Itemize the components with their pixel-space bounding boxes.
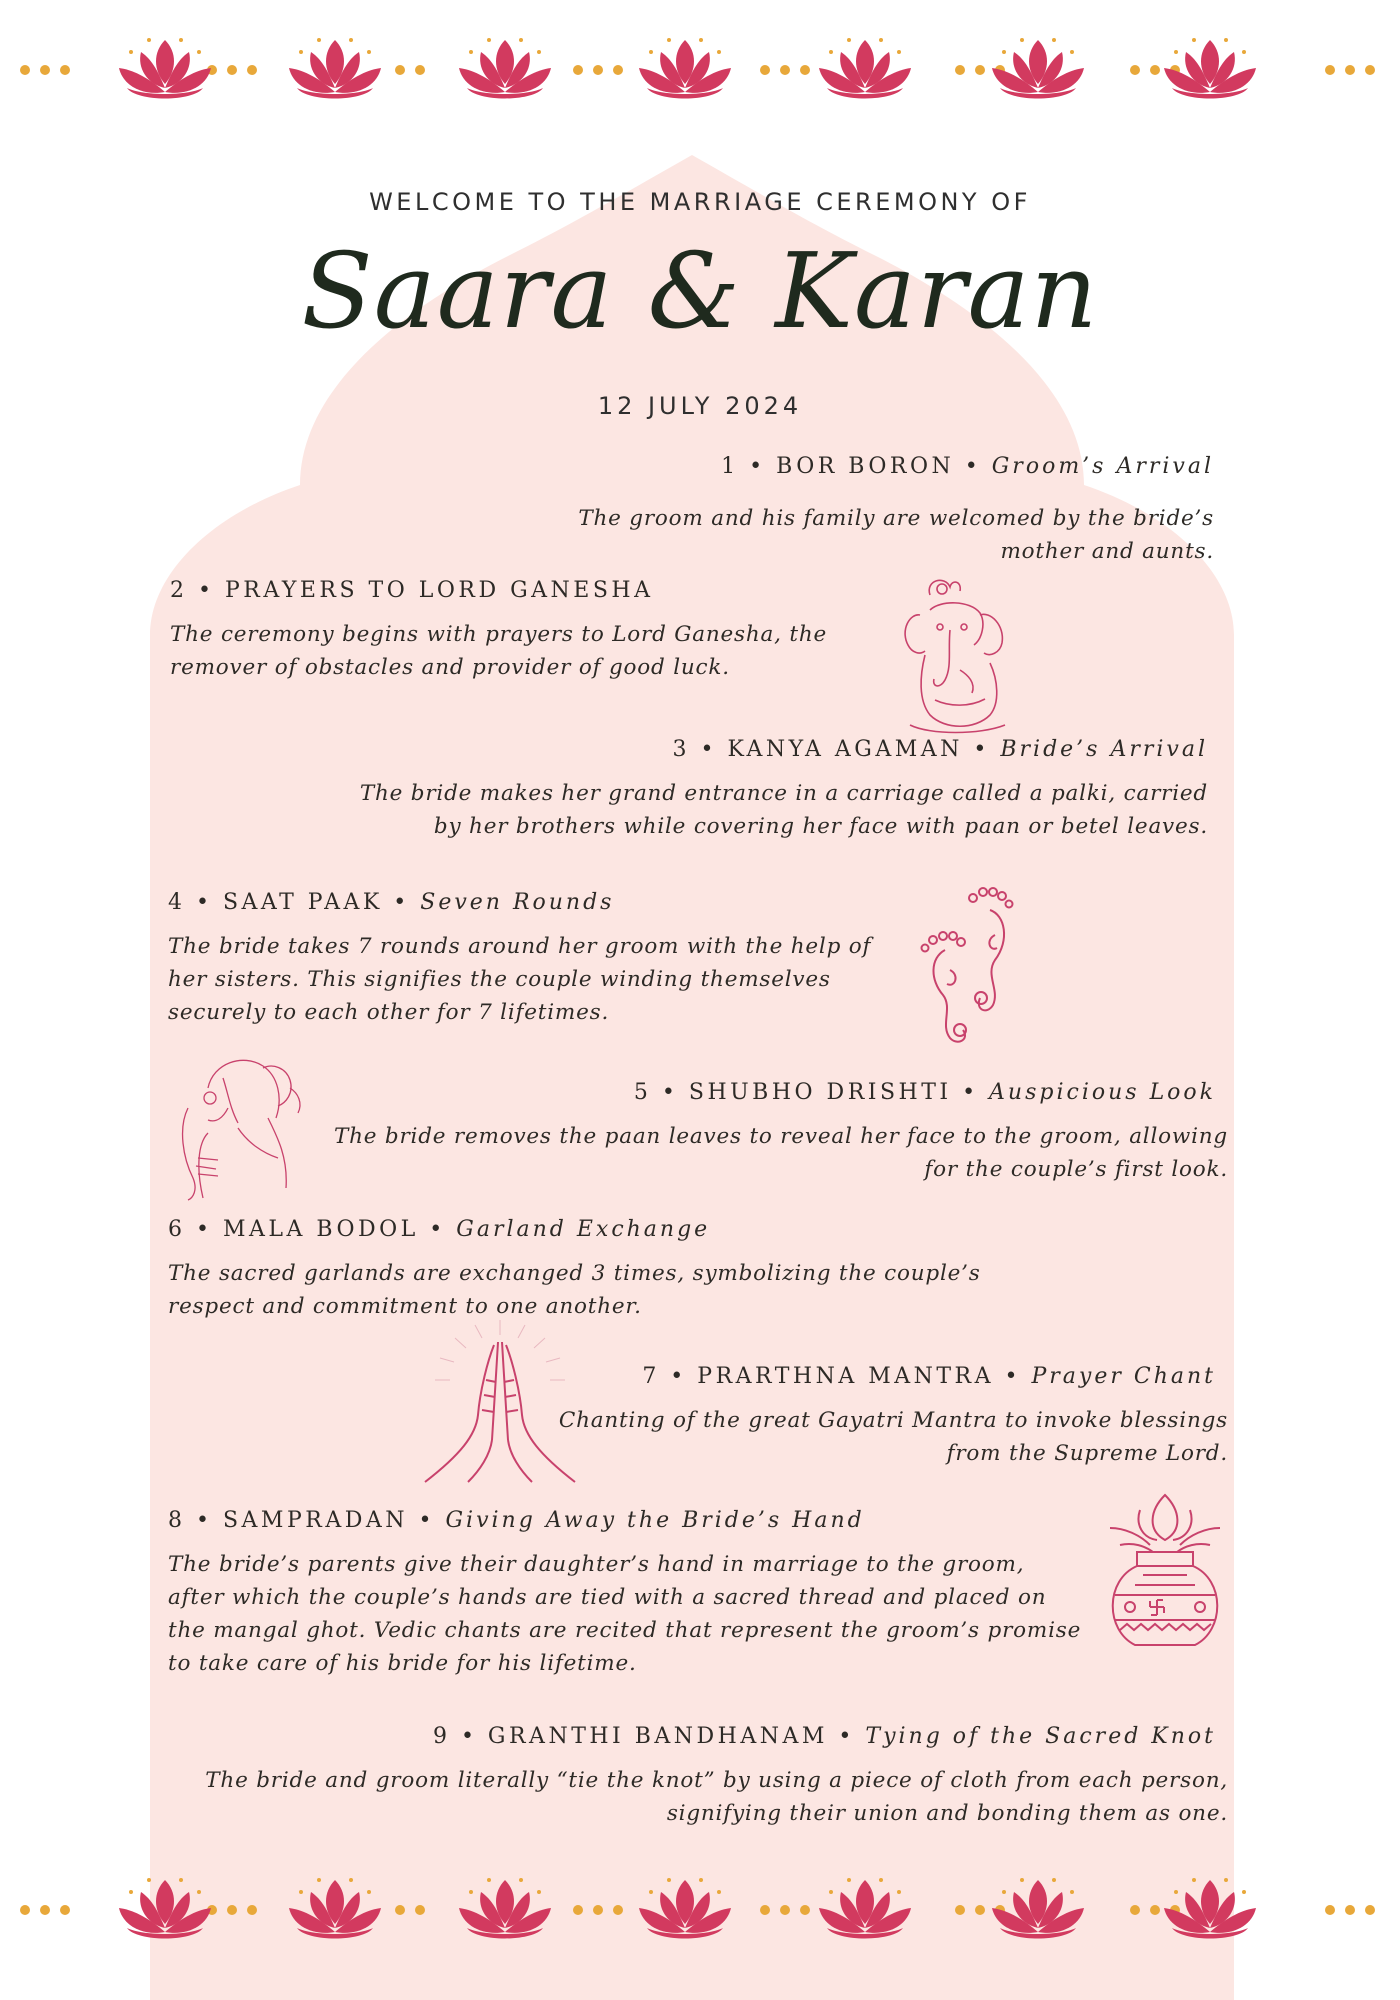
- step-title: 9 • GRANTHI BANDHANAM • Tying of the Sacred Knot: [432, 1724, 1216, 1749]
- step-description: The bride makes her grand entrance in a carriage called a palki, carried by her brothers while covering her face with paan or betel leaves.: [359, 781, 1208, 839]
- step-title: 5 • SHUBHO DRISHTI • Auspicious Look: [633, 1080, 1216, 1105]
- step-description: The groom and his family are welcomed by the bride’s mother and aunts.: [578, 506, 1214, 564]
- ceremony-step-8: [168, 1506, 1088, 1680]
- lotus-icon: [819, 1878, 911, 1939]
- ceremony-step-1-desc: [454, 490, 1214, 568]
- step-description: The bride takes 7 rounds around her groom with the help of her sisters. This signifies the couple winding themselves securely to each other for 7 lifetimes.: [168, 934, 872, 1025]
- lotus-icon: [289, 38, 381, 99]
- ceremony-date: 12 JULY 2024: [597, 392, 803, 420]
- step-title: 1 • BOR BORON • Groom’s Arrival: [721, 454, 1214, 479]
- step-description: The ceremony begins with prayers to Lord Ganesha, the remover of obstacles and provider of good luck.: [170, 622, 828, 680]
- lotus-icon: [639, 1878, 731, 1939]
- kalash-icon: [1095, 1490, 1235, 1655]
- lotus-icon: [119, 1878, 211, 1939]
- ceremony-step-9: [138, 1722, 1228, 1830]
- step-title: 3 • KANYA AGAMAN • Bride’s Arrival: [672, 737, 1208, 762]
- praying-hands-icon: [420, 1320, 580, 1485]
- lotus-icon: [992, 1878, 1084, 1939]
- ganesha-icon: [890, 575, 1020, 740]
- lotus-icon: [459, 38, 551, 99]
- step-description: The bride and groom literally “tie the knot” by using a piece of cloth from each person, signifying their union and bonding them as one.: [205, 1768, 1228, 1826]
- step-title: 4 • SAAT PAAK • Seven Rounds: [168, 890, 615, 915]
- step-description: Chanting of the great Gayatri Mantra to invoke blessings from the Supreme Lord.: [558, 1408, 1228, 1466]
- welcome-heading: WELCOME TO THE MARRIAGE CEREMONY OF: [369, 188, 1031, 216]
- ceremony-step-3: [348, 735, 1208, 843]
- step-description: The sacred garlands are exchanged 3 times, symbolizing the couple’s respect and commitment to one another.: [168, 1261, 981, 1319]
- step-title: 6 • MALA BODOL • Garland Exchange: [168, 1217, 711, 1242]
- step-description: The bride’s parents give their daughter’s hand in marriage to the groom, after which the couple’s hands are tied with a sacred thread and placed on the mangal ghot. Vedic chants are recited that represent the groom’s promise to take care of his bride for his lifetime.: [168, 1552, 1082, 1676]
- couple-names: Saara & Karan: [301, 230, 1099, 352]
- ceremony-step-5: [298, 1078, 1228, 1186]
- step-title: 7 • PRARTHNA MANTRA • Prayer Chant: [642, 1364, 1216, 1389]
- bride-icon: [168, 1048, 313, 1203]
- step-description: The bride removes the paan leaves to reveal her face to the groom, allowing for the couple’s first look.: [333, 1124, 1228, 1182]
- bottom-lotus-border: [0, 1870, 1400, 1950]
- ceremony-step-6: [168, 1215, 988, 1323]
- ceremony-step-2: [170, 576, 890, 684]
- step-title: 2 • PRAYERS TO LORD GANESHA: [170, 578, 654, 603]
- ceremony-step-1: [454, 452, 1214, 482]
- lotus-icon: [819, 38, 911, 99]
- lotus-icon: [289, 1878, 381, 1939]
- lotus-icon: [119, 38, 211, 99]
- ceremony-step-4: [168, 888, 908, 1029]
- lotus-icon: [459, 1878, 551, 1939]
- top-lotus-border: [0, 30, 1400, 110]
- lotus-icon: [639, 38, 731, 99]
- ceremony-step-7: [528, 1362, 1228, 1470]
- step-title: 8 • SAMPRADAN • Giving Away the Bride’s Hand: [168, 1508, 865, 1533]
- lotus-icon: [992, 38, 1084, 99]
- footprints-icon: [915, 880, 1025, 1050]
